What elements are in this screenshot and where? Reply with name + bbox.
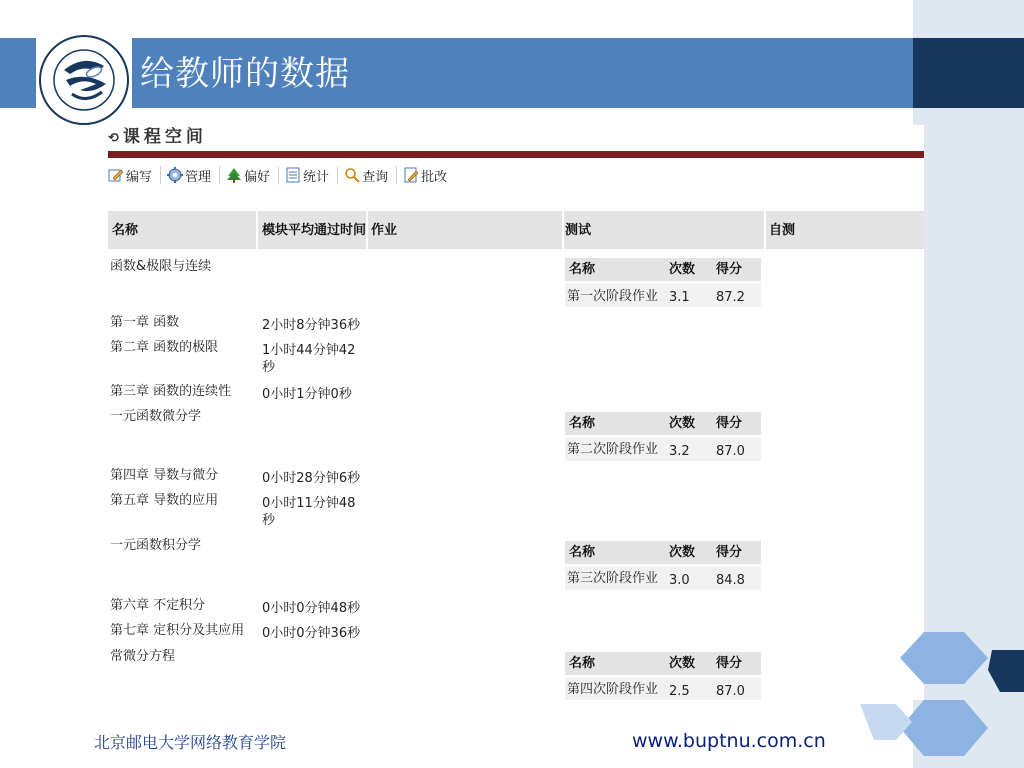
test-subtable-header-count: 次数: [669, 656, 696, 671]
chapter-avg-time: 2小时8分钟36秒: [262, 318, 361, 333]
column-header-test: 测试: [565, 222, 592, 238]
test-score: 87.0: [716, 684, 745, 699]
slide-title: 给教师的数据: [140, 54, 350, 94]
module-name: 函数&极限与连续: [110, 259, 212, 274]
toolbar-grading-button[interactable]: [403, 166, 453, 185]
test-name: 第一次阶段作业: [567, 289, 659, 304]
chapter-name: 第六章 不定积分: [110, 598, 206, 613]
course-space-title-text: 课程空间: [122, 127, 207, 147]
website-url[interactable]: www.buptnu.com.cn: [632, 730, 826, 752]
school-logo: [36, 32, 132, 128]
chapter-name: 第七章 定积分及其应用: [110, 623, 245, 638]
toolbar-separator: [278, 166, 279, 184]
chapter-name: 第三章 函数的连续性: [110, 384, 232, 399]
toolbar-preference-button[interactable]: [226, 166, 276, 185]
gear-icon: [167, 167, 183, 183]
course-space-title: [108, 125, 207, 151]
toolbar-query-label: 查询: [362, 169, 389, 185]
chapter-avg-time: 0小时1分钟0秒: [262, 387, 352, 402]
chapter-avg-time: 0小时0分钟48秒: [262, 601, 361, 616]
test-name: 第二次阶段作业: [567, 442, 659, 457]
toolbar-edit-button[interactable]: [108, 166, 158, 185]
module-name: 常微分方程: [110, 649, 176, 664]
chapter-name: 第四章 导数与微分: [110, 468, 219, 483]
test-score: 87.0: [716, 444, 745, 459]
test-score: 84.8: [716, 573, 745, 588]
toolbar-separator: [337, 166, 338, 184]
toolbar-separator: [396, 166, 397, 184]
test-count: 2.5: [669, 684, 690, 699]
test-subtable-header-name: 名称: [569, 545, 596, 560]
test-subtable-header-score: 得分: [716, 262, 743, 277]
test-subtable-header-count: 次数: [669, 416, 696, 431]
chapter-name: 第二章 函数的极限: [110, 340, 219, 355]
toolbar-statistics-button[interactable]: [285, 166, 335, 185]
toolbar-manage-button[interactable]: [167, 166, 217, 185]
chapter-avg-time: 0小时11分钟48秒: [262, 496, 356, 528]
test-subtable-header-count: 次数: [669, 262, 696, 277]
toolbar: [108, 163, 453, 187]
chapter-avg-time: 0小时28分钟6秒: [262, 471, 361, 486]
toolbar-grading-label: 批改: [421, 169, 448, 185]
test-score: 87.2: [716, 290, 745, 305]
title-divider: [108, 151, 924, 158]
test-count: 3.0: [669, 573, 690, 588]
test-count: 3.2: [669, 444, 690, 459]
edit-icon: [108, 167, 124, 183]
test-subtable-header-name: 名称: [569, 416, 596, 431]
test-subtable-header-name: 名称: [569, 656, 596, 671]
chart-icon: [285, 167, 301, 183]
toolbar-edit-label: 编写: [126, 169, 153, 185]
toolbar-manage-label: 管理: [185, 169, 212, 185]
toolbar-separator: [219, 166, 220, 184]
title-bar-dark-block: [913, 38, 1024, 108]
column-header-avg-time: 模块平均通过时间: [262, 222, 367, 238]
test-subtable-header-score: 得分: [716, 656, 743, 671]
column-header-self-test: 自测: [769, 222, 796, 238]
chapter-name: 第一章 函数: [110, 315, 180, 330]
grade-icon: [403, 167, 419, 183]
toolbar-preference-label: 偏好: [244, 169, 271, 185]
tree-icon: [226, 167, 242, 183]
module-name: 一元函数积分学: [110, 538, 202, 553]
toolbar-statistics-label: 统计: [303, 169, 330, 185]
column-header-homework: 作业: [371, 222, 398, 238]
back-arrow-icon: ⟲: [108, 131, 119, 146]
column-separator: [366, 211, 368, 249]
school-name: 北京邮电大学网络教育学院: [94, 733, 287, 752]
test-name: 第三次阶段作业: [567, 571, 659, 586]
toolbar-separator: [160, 166, 161, 184]
hexagon-decoration: [860, 620, 1024, 768]
test-subtable-header-score: 得分: [716, 545, 743, 560]
course-space-screenshot: [108, 125, 924, 700]
toolbar-query-button[interactable]: [344, 166, 394, 185]
title-bar: [0, 38, 913, 108]
column-separator: [562, 211, 564, 249]
magnifier-icon: [344, 167, 360, 183]
module-name: 一元函数微分学: [110, 409, 202, 424]
table-header: [108, 211, 924, 249]
test-subtable-header-score: 得分: [716, 416, 743, 431]
column-header-name: 名称: [112, 222, 139, 238]
chapter-avg-time: 0小时0分钟36秒: [262, 626, 361, 641]
test-name: 第四次阶段作业: [567, 682, 659, 697]
chapter-name: 第五章 导数的应用: [110, 493, 219, 508]
column-separator: [256, 211, 258, 249]
chapter-avg-time: 1小时44分钟42秒: [262, 343, 356, 375]
test-subtable-header-count: 次数: [669, 545, 696, 560]
column-separator: [764, 211, 766, 249]
test-subtable-header-name: 名称: [569, 262, 596, 277]
test-count: 3.1: [669, 290, 690, 305]
